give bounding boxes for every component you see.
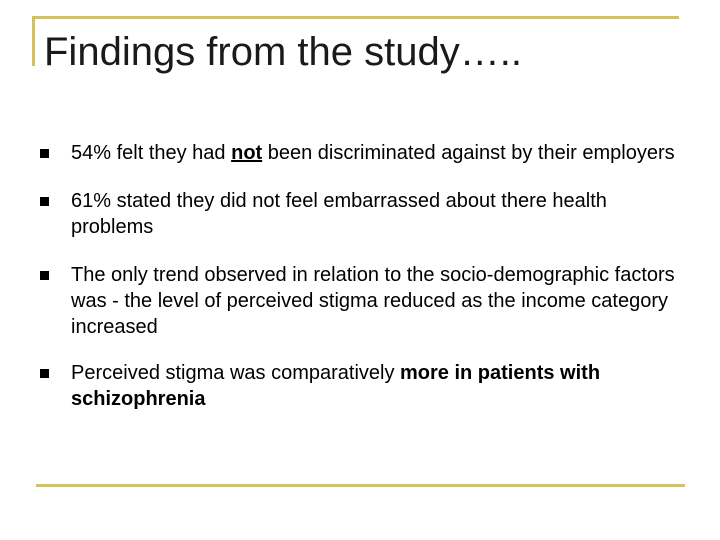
bullet-2-text: 61% stated they did not feel embarrassed about there health problems <box>71 190 607 238</box>
bullet-list <box>40 140 690 434</box>
title-rule-left <box>32 16 35 66</box>
bullet-1-emphasis: not <box>231 142 263 164</box>
square-bullet-icon <box>40 197 49 206</box>
bullet-item-2 <box>40 188 690 240</box>
bullet-4-strong: more in patients with schizophrenia <box>71 362 601 410</box>
bullet-4-pre: Perceived stigma was comparatively <box>71 362 401 384</box>
bullet-item-3 <box>40 262 690 340</box>
bullet-item-4 <box>40 360 690 412</box>
bullet-1-pre: 54% felt they had <box>71 142 232 164</box>
square-bullet-icon <box>40 149 49 158</box>
footer-rule <box>36 484 685 487</box>
slide-title: Findings from the study….. <box>44 30 522 74</box>
title-rule-top <box>32 16 679 19</box>
bullet-item-1 <box>40 140 690 166</box>
bullet-3-text: The only trend observed in relation to the socio-demographic factors was - the level of perceived stigma reduced as the income category increased <box>71 264 675 338</box>
square-bullet-icon <box>40 271 49 280</box>
bullet-1-post: been discriminated against by their employers <box>262 142 675 164</box>
square-bullet-icon <box>40 369 49 378</box>
